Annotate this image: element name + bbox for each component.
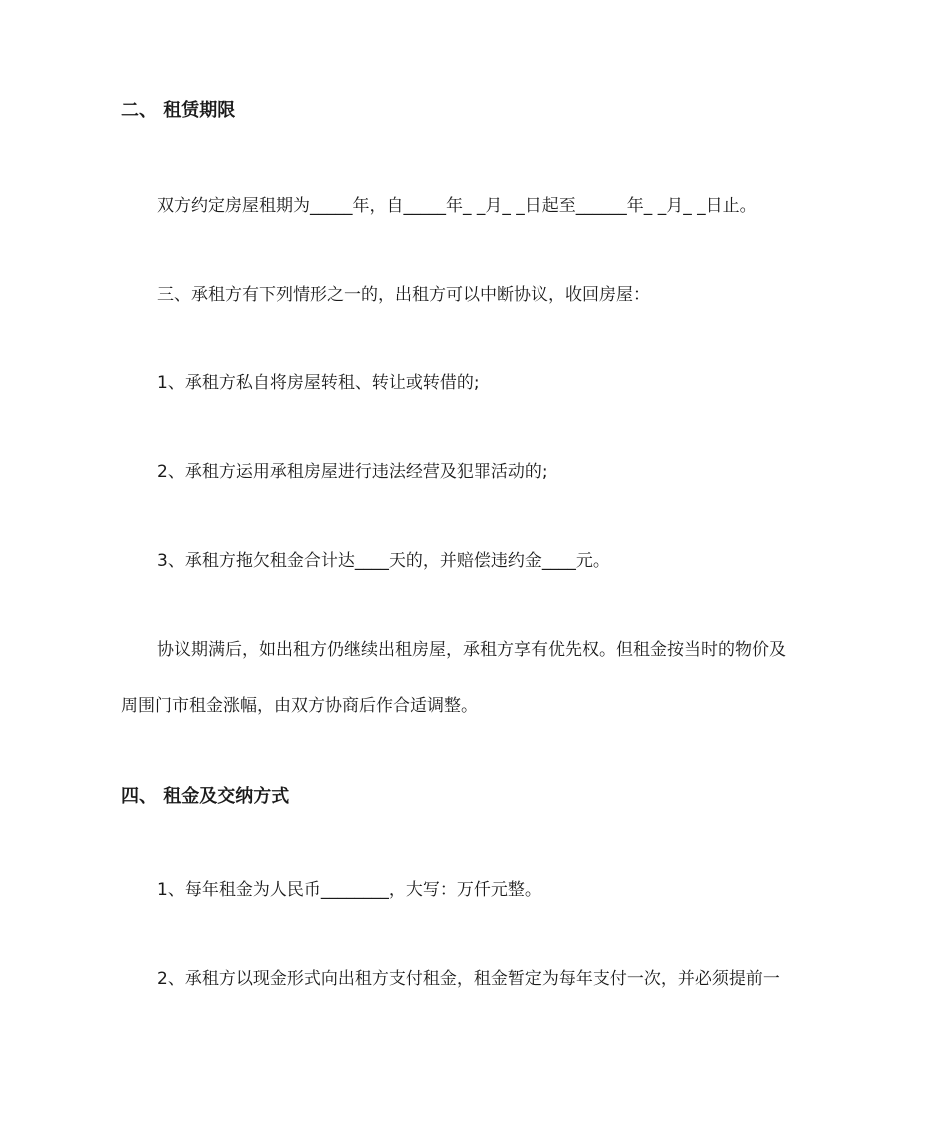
renewal-paragraph-line: 周围门市租金涨幅，由双方协商后作合适调整。 (121, 696, 478, 716)
termination-conditions-intro: 三、承租方有下列情形之一的，出租方可以中断协议，收回房屋： (157, 285, 650, 305)
termination-condition-item: 1、承租方私自将房屋转租、转让或转借的; (157, 373, 480, 393)
termination-condition-item: 3、承租方拖欠租金合计达____天的，并赔偿违约金____元。 (157, 551, 610, 571)
lease-term-paragraph: 双方约定房屋租期为_____年，自_____年_ _月_ _日起至______年_ _月_ _日止。 (157, 196, 757, 216)
termination-condition-item: 2、承租方运用承租房屋进行违法经营及犯罪活动的; (157, 462, 548, 482)
section-heading-lease-term: 二、 租赁期限 (121, 100, 236, 121)
rent-payment-item: 1、每年租金为人民币________，大写：万仟元整。 (157, 880, 542, 900)
rent-payment-item: 2、承租方以现金形式向出租方支付租金，租金暂定为每年支付一次，并必须提前一 (157, 969, 780, 989)
renewal-paragraph-line: 协议期满后，如出租方仍继续出租房屋，承租方享有优先权。但租金按当时的物价及 (157, 640, 786, 660)
section-heading-rent-payment: 四、 租金及交纳方式 (121, 786, 290, 807)
